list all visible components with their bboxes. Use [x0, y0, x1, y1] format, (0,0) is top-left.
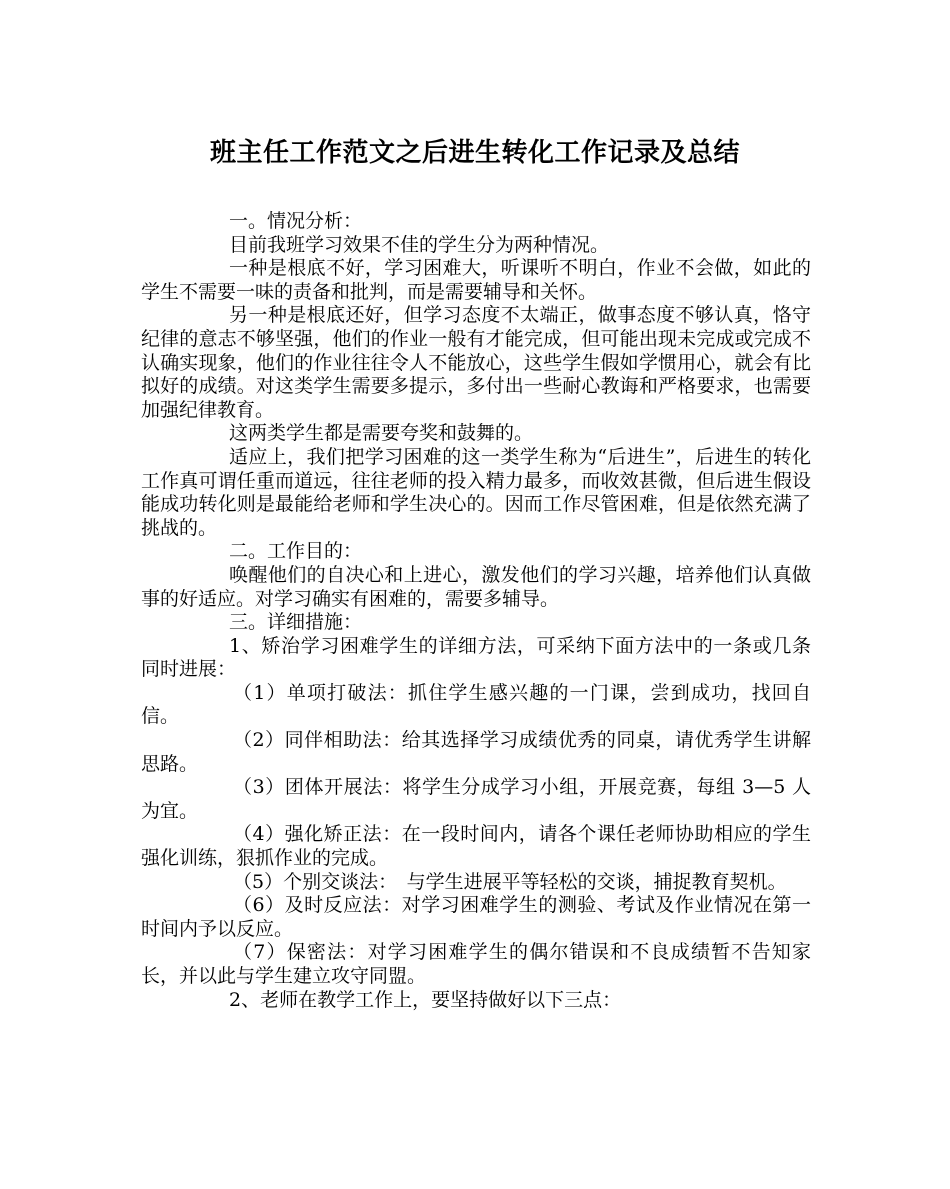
document-body [141, 210, 811, 1012]
paragraph: 目前我班学习效果不佳的学生分为两种情况。 [229, 233, 610, 256]
paragraph: 这两类学生都是需要夸奖和鼓舞的。 [229, 422, 534, 445]
list-item: （7）保密法：对学习困难学生的偶尔错误和不良成绩暂不告知家长，并以此与学生建立攻守同盟。 [141, 941, 811, 987]
list-item: 2、老师在教学工作上，要坚持做好以下三点： [229, 988, 622, 1011]
paragraph: 另一种是根底还好，但学习态度不太端正，做事态度不够认真，恪守纪律的意志不够坚强，他们的作业一般有才能完成，但可能出现未完成或完成不认确实现象，他们的作业往往令人不能放心，这些学生假如学惯用心，就会有比拟好的成绩。对这类学生需要多提示，多付出一些耐心教诲和严格要求，也需要加强纪律教育。 [141, 304, 811, 421]
list-item: （3）团体开展法：将学生分成学习小组，开展竞赛，每组 3—5 人为宜。 [141, 776, 811, 822]
section-heading-measures: 三。详细措施： [229, 611, 363, 634]
list-item: （6）及时反应法：对学习困难学生的测验、考试及作业情况在第一时间内予以反应。 [141, 894, 811, 940]
list-item: （5）个别交谈法： 与学生进展平等轻松的交谈，捕捉教育契机。 [233, 870, 787, 893]
paragraph: 一种是根底不好，学习困难大，听课听不明白，作业不会做，如此的学生不需要一味的责备和批判，而是需要辅导和关怀。 [141, 257, 811, 303]
list-item: （1）单项打破法：抓住学生感兴趣的一门课，尝到成功，找回自信。 [141, 681, 811, 728]
section-heading-goal: 二。工作目的： [229, 540, 363, 563]
paragraph: 唤醒他们的自决心和上进心，激发他们的学习兴趣，培养他们认真做事的好适应。对学习确实有困难的，需要多辅导。 [141, 563, 811, 610]
section-heading-situation: 一。情况分析： [229, 210, 363, 232]
document-title: 班主任工作范文之后进生转化工作记录及总结 [209, 138, 740, 168]
list-item: 1、矫治学习困难学生的详细方法，可采纳下面方法中的一条或几条同时进展： [141, 634, 811, 681]
paragraph: 适应上，我们把学习困难的这一类学生称为“后进生”，后进生的转化工作真可谓任重而道远，往往老师的投入精力最多，而收效甚微，但后进生假设能成功转化则是最能给老师和学生决心的。因而工作尽管困难，但是依然充满了挑战的。 [141, 445, 811, 539]
list-item: （4）强化矫正法：在一段时间内，请各个课任老师协助相应的学生强化训练，狠抓作业的完成。 [141, 823, 811, 870]
list-item: （2）同伴相助法：给其选择学习成绩优秀的同桌，请优秀学生讲解思路。 [141, 729, 811, 775]
